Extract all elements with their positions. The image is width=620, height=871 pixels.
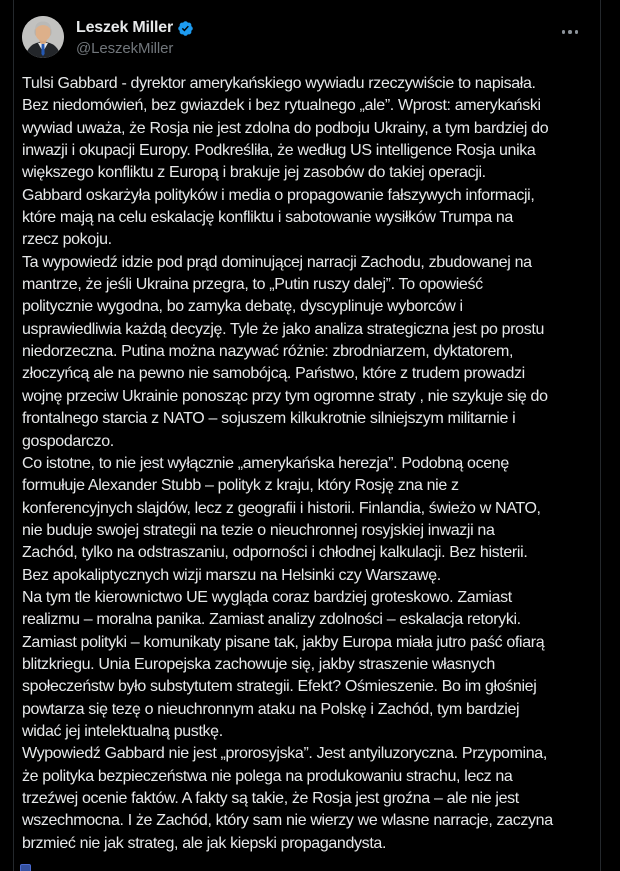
avatar-image — [22, 16, 64, 58]
tweet-text-line: Na tym tle kierownictwo UE wygląda coraz bardziej groteskowo. Zamiast — [22, 588, 512, 606]
tweet-text-line: usprawiedliwia każdą decyzję. Tyle że jako analiza strategiczna jest po prostu — [22, 320, 545, 338]
attachment-fragment[interactable] — [20, 864, 31, 871]
tweet-text-line: konferencyjnych slajdów, lecz z geografii i historii. Finlandia, świeżo w NATO, — [22, 499, 541, 517]
tweet-text-line: realizmu – moralna panika. Zamiast analizy zdolności – eskalacja retoryki. — [22, 611, 521, 629]
tweet-text-line: powtarza się tezę o nieuchronnym ataku na Polskę i Zachód, tym bardziej — [22, 700, 520, 718]
tweet-text-line: brzmieć nie jak strateg, ale jak kiepski propagandysta. — [22, 834, 387, 852]
tweet-header — [22, 14, 592, 62]
tweet-text-line: blitzkriegu. Unia Europejska zachowuje się, jakby straszenie własnych — [22, 655, 495, 673]
dot — [575, 30, 579, 34]
tweet-text-line: Bez niedomówień, bez gwiazdek i bez rytualnego „ale”. Wprost: amerykański — [22, 97, 541, 115]
tweet-text-line: społeczeństw było substytutem strategii. Efekt? Ośmieszenie. Bo im głośniej — [22, 678, 537, 696]
tweet-text-line: Zamiast polityki – komunikaty pisane tak, jakby Europa miała jutro paść ofiarą — [22, 633, 545, 651]
author-name-row — [76, 18, 194, 38]
avatar[interactable] — [22, 16, 64, 58]
tweet-text-line: Wypowiedź Gabbard nie jest „prorosyjska”. Jest antyiluzoryczna. Przypomina, — [22, 745, 547, 763]
tweet-text-line: Ta wypowiedź idzie pod prąd dominującej narracji Zachodu, zbudowanej na — [22, 253, 532, 271]
tweet-text-line: nie buduje swojej strategii na tezie o nieuchronnej rosyjskiej inwazji na — [22, 521, 495, 539]
tweet-text-line: frontalnego starcia z NATO – sojuszem kilkukrotnie silniejszym militarnie i — [22, 410, 516, 428]
tweet-text-line: rzecz pokoju. — [22, 231, 112, 249]
tweet-text-line: wszechmocna. I że Zachód, który sam nie wierzy we wlasne narracje, zaczyna — [22, 812, 553, 830]
verified-badge-icon — [177, 20, 194, 37]
more-options-icon[interactable] — [558, 26, 583, 38]
tweet-text-line: mantrze, że jeśli Ukraina przegra, to „Putin ruszy dalej”. To opowieść — [22, 276, 483, 294]
tweet-text-line: że polityka bezpieczeństwa nie polega na produkowaniu strachu, lecz na — [22, 767, 513, 785]
tweet-text-line: inwazji i okupacji Europy. Podkreśliła, że według US intelligence Rosja unika — [22, 142, 536, 160]
tweet-text-line: większego konfliktu z Europą i brakuje jej zasobów do takiej operacji. — [22, 164, 486, 182]
dot — [562, 30, 566, 34]
tweet-text-line: które mają na celu eskalację konfliktu i sabotowanie wysiłków Trumpa na — [22, 209, 513, 227]
author-name[interactable]: Leszek Miller — [76, 19, 174, 36]
tweet-text-line: formułuje Alexander Stubb – polityk z kraju, który Rosję zna nie z — [22, 477, 459, 495]
author-handle[interactable]: @LeszekMiller — [76, 40, 174, 57]
tweet-text-line: złoczyńcą ale na pewno nie samobójcą. Państwo, które z trudem prowadzi — [22, 365, 525, 383]
tweet-text-line: politycznie wygodna, bo zamyka debatę, dyscyplinuje wyborców i — [22, 298, 463, 316]
tweet-text-line: gospodarczo. — [22, 432, 114, 450]
tweet-text-line: Bez apokaliptycznych wizji marszu na Helsinki czy Warszawę. — [22, 566, 441, 584]
tweet-text — [22, 73, 596, 855]
tweet-text-line: Tulsi Gabbard - dyrektor amerykańskiego wywiadu rzeczywiście to napisała. — [22, 75, 536, 92]
tweet-text-line: Co istotne, to nie jest wyłącznie „amerykańska herezja”. Podobną ocenę — [22, 454, 509, 472]
tweet-text-line: trzeźwej ocenie faktów. A fakty są takie, że Rosja jest groźna – ale nie jest — [22, 790, 519, 807]
dot — [568, 30, 572, 34]
tweet-card — [13, 0, 601, 871]
author-block — [76, 18, 194, 58]
tweet-text-line: wojnę przeciw Ukrainie ponosząc przy tym ogromne straty , nie szykuje się do — [22, 387, 548, 405]
tweet-text-line: wywiad uważa, że Rosja nie jest zdolna do podboju Ukrainy, a tym bardziej do — [22, 119, 549, 137]
tweet-text-line: Zachód, tylko na odstraszaniu, odporności i chłodnej kalkulacji. Bez histerii. — [22, 544, 528, 562]
tweet-text-line: Gabbard oskarżyła polityków i media o propagowanie fałszywych informacji, — [22, 186, 535, 204]
tweet-text-line: niedorzeczna. Putina można nazywać różnie: zbrodniarzem, dyktatorem, — [22, 343, 514, 361]
tweet-text-line: widać jej intelektualną pustkę. — [22, 722, 223, 740]
